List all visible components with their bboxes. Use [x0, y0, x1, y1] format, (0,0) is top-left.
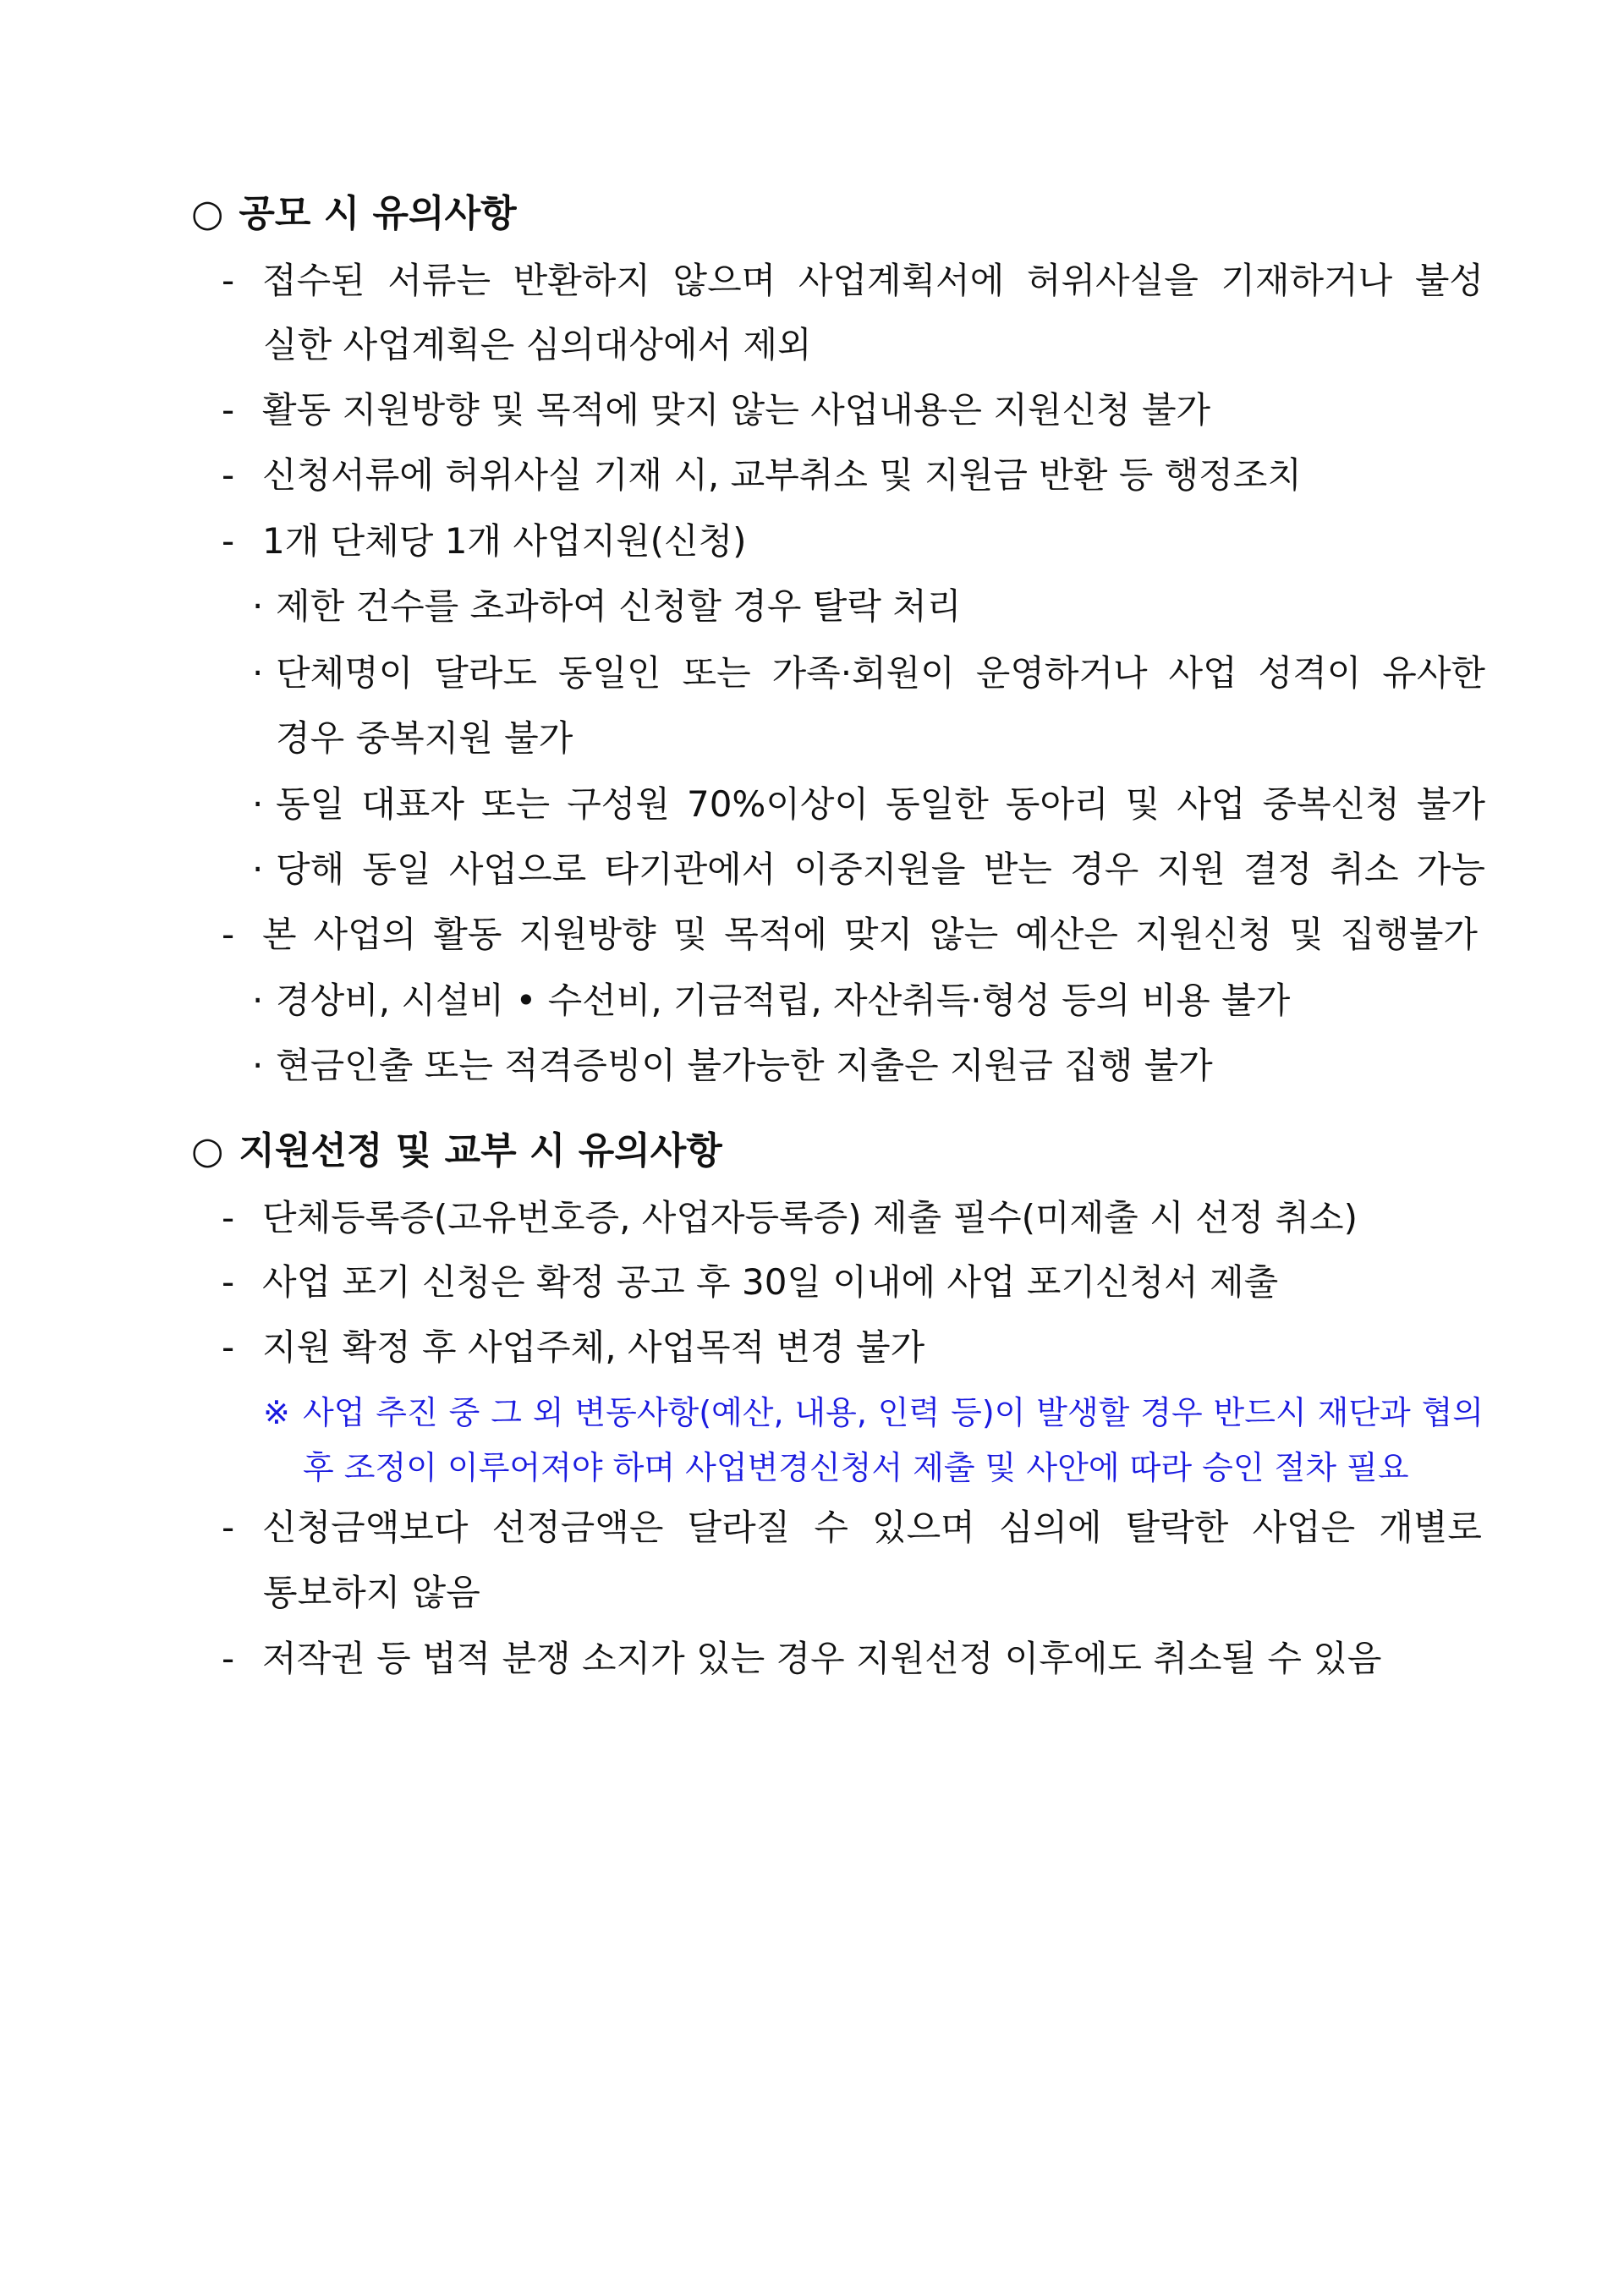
note-item: [263, 1392, 1484, 1434]
bullet-marker: ·: [252, 848, 264, 890]
item-text: 경상비, 시설비 • 수선비, 기금적립, 자산취득·형성 등의 비용 불가: [276, 980, 1291, 1021]
item-text: 접수된 서류는 반환하지 않으며 사업계획서에 허위사실을 기재하거나 불성: [262, 260, 1484, 301]
note-text: 사업 추진 중 그 외 변동사항(예산, 내용, 인력 등)이 발생할 경우 반드시 재단과 협의: [303, 1394, 1484, 1431]
item-text: 신청금액보다 선정금액은 달라질 수 있으며 심의에 탈락한 사업은 개별로: [262, 1507, 1482, 1548]
bullet-marker: ·: [252, 980, 264, 1021]
item-text: 저작권 등 법적 분쟁 소지가 있는 경우 지원선정 이후에도 취소될 수 있음: [262, 1638, 1382, 1679]
list-item: [222, 454, 1302, 497]
list-item: [222, 389, 1210, 431]
list-item: [222, 260, 1484, 302]
bullet-marker: ·: [252, 783, 264, 825]
sub-item: [252, 848, 1485, 891]
sub-item-continuation: 경우 중복지원 불가: [276, 717, 573, 759]
item-text: 현금인출 또는 적격증빙이 불가능한 지출은 지원금 집행 불가: [276, 1045, 1213, 1086]
sub-item: [252, 585, 961, 628]
reference-mark-icon: ※: [263, 1394, 290, 1431]
list-item-continuation: 실한 사업계획은 심의대상에서 제외: [263, 324, 812, 365]
sub-item: [252, 1045, 1213, 1087]
circle-marker-icon: ○: [191, 192, 224, 235]
list-item: [222, 1261, 1278, 1304]
list-item: [222, 1197, 1358, 1239]
bullet-marker: ·: [252, 1045, 264, 1086]
dash-marker: -: [222, 1507, 235, 1548]
item-text: 단체등록증(고유번호증, 사업자등록증) 제출 필수(미제출 시 선정 취소): [262, 1197, 1358, 1238]
dash-marker: -: [222, 1638, 235, 1679]
item-text: 활동 지원방향 및 목적에 맞지 않는 사업내용은 지원신청 불가: [262, 389, 1211, 431]
dash-marker: -: [222, 914, 235, 955]
dash-marker: -: [222, 1326, 235, 1368]
item-text: 지원 확정 후 사업주체, 사업목적 변경 불가: [262, 1326, 925, 1368]
section-heading-1: [191, 193, 517, 235]
list-item: [222, 914, 1478, 956]
list-item: [222, 1326, 924, 1369]
sub-item: [252, 980, 1290, 1022]
heading-text: 공모 시 유의사항: [239, 192, 517, 235]
sub-item: [252, 783, 1485, 826]
list-item: [222, 1507, 1482, 1549]
note-continuation: 후 조정이 이루어져야 하며 사업변경신청서 제출 및 사안에 따라 승인 절차 필요: [303, 1449, 1409, 1486]
bullet-marker: ·: [252, 652, 264, 694]
item-text: 동일 대표자 또는 구성원 70%이상이 동일한 동아리 및 사업 중복신청 불가: [276, 783, 1485, 825]
heading-text: 지원선정 및 교부 시 유의사항: [239, 1129, 722, 1172]
dash-marker: -: [222, 520, 235, 562]
list-item: [222, 520, 747, 563]
item-text: 신청서류에 허위사실 기재 시, 교부취소 및 지원금 반환 등 행정조치: [262, 454, 1302, 496]
dash-marker: -: [222, 260, 235, 301]
dash-marker: -: [222, 389, 235, 431]
item-text: 단체명이 달라도 동일인 또는 가족·회원이 운영하거나 사업 성격이 유사한: [276, 652, 1485, 694]
dash-marker: -: [222, 1197, 235, 1238]
item-text: 본 사업의 활동 지원방향 및 목적에 맞지 않는 예산은 지원신청 및 집행불가: [262, 914, 1478, 955]
item-text: 제한 건수를 초과하여 신청할 경우 탈락 처리: [276, 585, 962, 627]
sub-item: [252, 652, 1485, 695]
circle-marker-icon: ○: [191, 1129, 224, 1172]
section-heading-2: [191, 1130, 722, 1172]
bullet-marker: ·: [252, 585, 264, 627]
item-text: 1개 단체당 1개 사업지원(신청): [262, 520, 747, 562]
list-item: [222, 1638, 1381, 1680]
item-text: 사업 포기 신청은 확정 공고 후 30일 이내에 사업 포기신청서 제출: [262, 1261, 1279, 1303]
dash-marker: -: [222, 1261, 235, 1303]
item-text: 당해 동일 사업으로 타기관에서 이중지원을 받는 경우 지원 결정 취소 가능: [276, 848, 1485, 890]
list-item-continuation: 통보하지 않음: [263, 1572, 480, 1613]
dash-marker: -: [222, 454, 235, 496]
